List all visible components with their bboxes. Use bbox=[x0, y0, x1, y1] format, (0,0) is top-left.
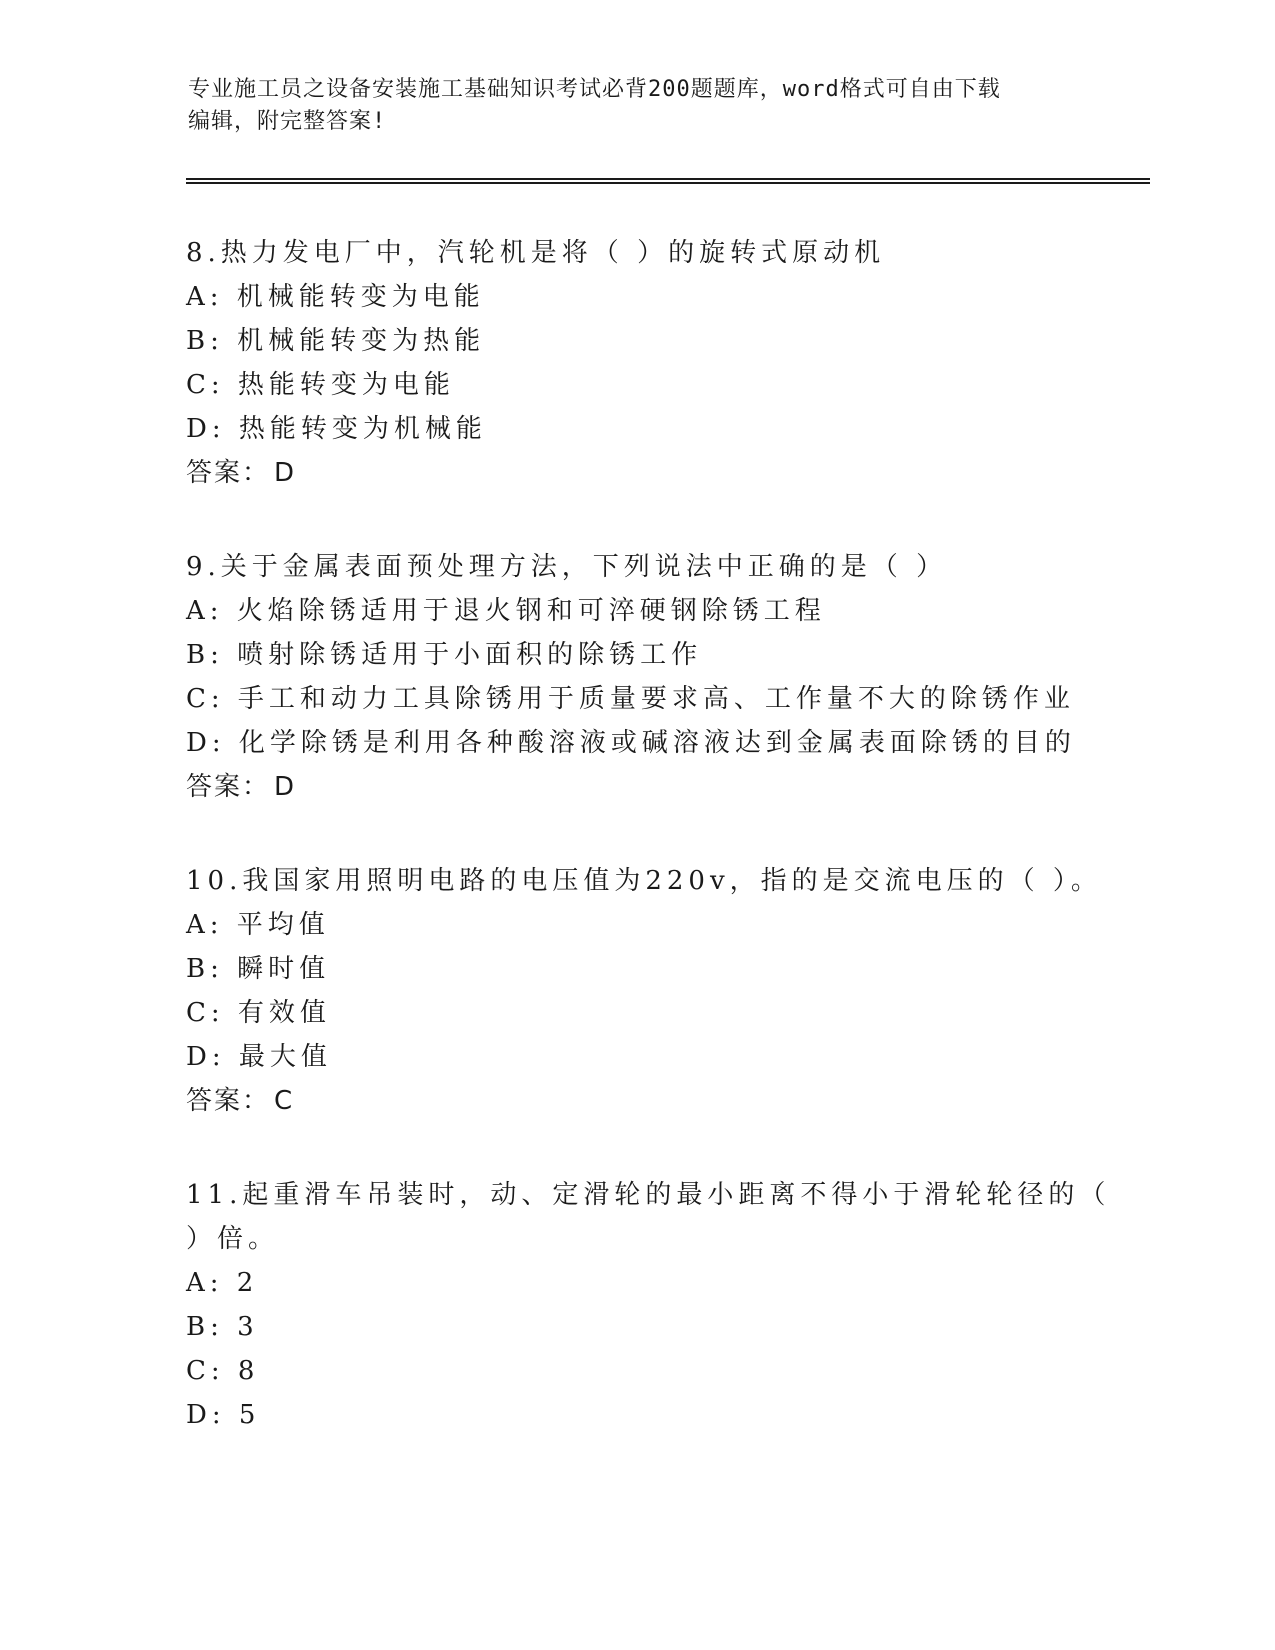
answer-label: 答案： bbox=[186, 1086, 271, 1116]
question-8-text: 8.热力发电厂中，汽轮机是将（ ）的旋转式原动机 bbox=[186, 238, 886, 268]
header-divider-bottom bbox=[186, 182, 1150, 184]
question-10-option-d: D: 最大值 bbox=[186, 1042, 332, 1072]
question-8-option-d: D: 热能转变为机械能 bbox=[186, 414, 487, 444]
question-10-option-a: A: 平均值 bbox=[186, 910, 330, 940]
question-10-option-b: B: 瞬时值 bbox=[186, 954, 331, 984]
answer-label: 答案： bbox=[186, 772, 271, 802]
question-10-option-c: C: 有效值 bbox=[186, 998, 331, 1028]
answer-label: 答案： bbox=[186, 458, 271, 488]
question-8-answer bbox=[186, 450, 300, 496]
question-9-text: 9.关于金属表面预处理方法，下列说法中正确的是（ ） bbox=[186, 552, 948, 582]
question-9-option-b: B: 喷射除锈适用于小面积的除锈工作 bbox=[186, 640, 703, 670]
question-9-option-d: D: 化学除锈是利用各种酸溶液或碱溶液达到金属表面除锈的目的 bbox=[186, 728, 1076, 758]
question-11-option-b: B: 3 bbox=[186, 1312, 259, 1342]
question-8-option-a: A: 机械能转变为电能 bbox=[186, 282, 485, 312]
question-8-option-b: B: 机械能转变为热能 bbox=[186, 326, 486, 356]
question-11-option-c: C: 8 bbox=[186, 1356, 260, 1386]
header-divider-top bbox=[186, 178, 1150, 180]
question-10-answer bbox=[186, 1078, 298, 1124]
question-9-answer bbox=[186, 764, 300, 810]
question-9-option-a: A: 火焰除锈适用于退火钢和可淬硬钢除锈工程 bbox=[186, 596, 826, 626]
header-line-1: 专业施工员之设备安装施工基础知识考试必背200题题库，word格式可自由下载 bbox=[188, 77, 1001, 102]
question-10-text: 10.我国家用照明电路的电压值为220v，指的是交流电压的（ ）。 bbox=[186, 866, 1102, 896]
question-9-option-c: C: 手工和动力工具除锈用于质量要求高、工作量不大的除锈作业 bbox=[186, 684, 1075, 714]
answer-value: C bbox=[274, 1086, 295, 1116]
answer-value: D bbox=[274, 772, 297, 802]
question-11-option-a: A: 2 bbox=[186, 1268, 259, 1298]
answer-value: D bbox=[274, 458, 297, 488]
question-8-option-c: C: 热能转变为电能 bbox=[186, 370, 455, 400]
question-11-text-line-2: ）倍。 bbox=[186, 1224, 280, 1254]
question-11-text-line-1: 11.起重滑车吊装时，动、定滑轮的最小距离不得小于滑轮轮径的（ bbox=[186, 1180, 1111, 1210]
document-header bbox=[188, 74, 1088, 138]
header-line-2: 编辑，附完整答案! bbox=[188, 109, 387, 134]
question-11-option-d: D: 5 bbox=[186, 1400, 261, 1430]
